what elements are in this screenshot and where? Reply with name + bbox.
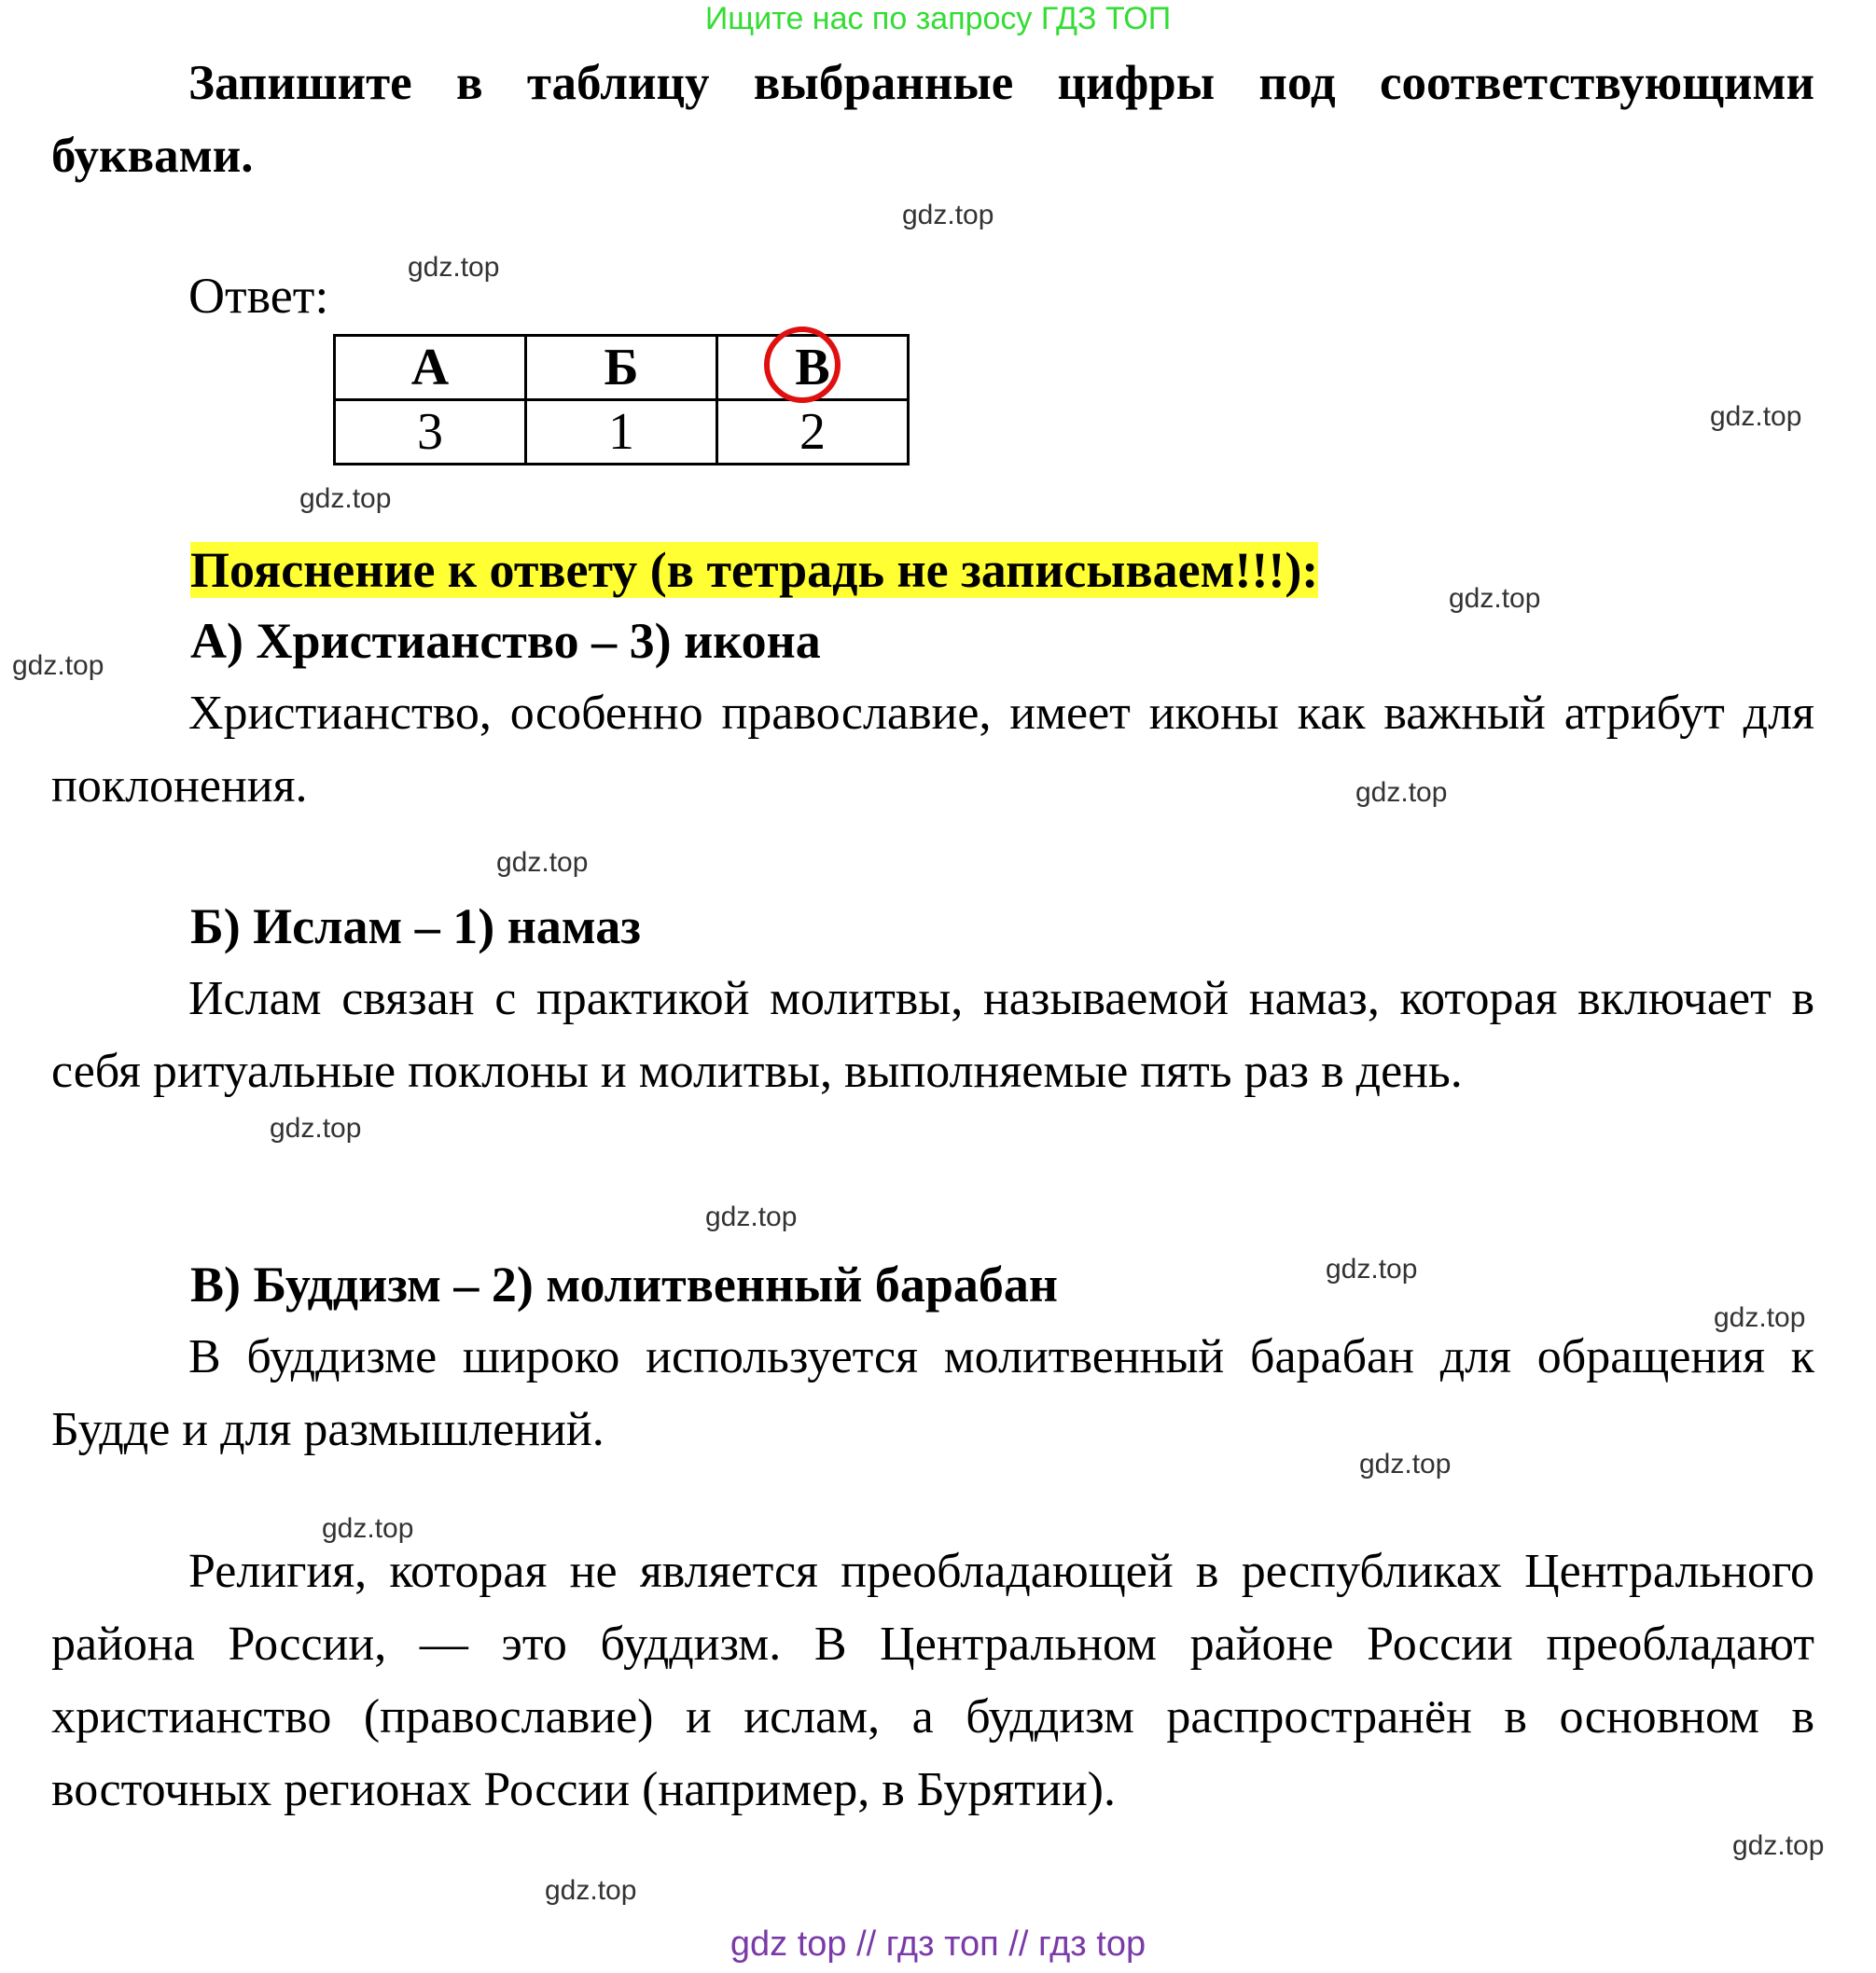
watermark: gdz.top (1732, 1830, 1825, 1861)
watermark: gdz.top (1710, 401, 1802, 432)
watermark: gdz.top (12, 650, 104, 681)
watermark: gdz.top (270, 1113, 362, 1144)
watermark: gdz.top (705, 1202, 798, 1232)
watermark: gdz.top (1355, 777, 1448, 808)
watermark: gdz.top (496, 847, 589, 878)
table-value-a: 3 (335, 400, 526, 465)
table-value-b: 1 (526, 400, 717, 465)
watermark: gdz.top (1326, 1254, 1418, 1285)
watermark: gdz.top (1714, 1302, 1806, 1333)
footer-links: gdz top // гдз топ // гдз top (730, 1924, 1146, 1964)
watermark: gdz.top (299, 483, 392, 514)
task-instruction: Запишите в таблицу выбранные цифры под соответствующими буквами. (51, 56, 1814, 183)
answer-label: Ответ: (188, 268, 329, 324)
watermark: gdz.top (408, 252, 500, 283)
section-text-b: Ислам связан с практикой молитвы, называемой намаз, которая включает в себя ритуальные поклоны и молитвы, выполняемые пять раз в день. (51, 972, 1814, 1098)
section-text-v: В буддизме широко используется молитвенный барабан для обращения к Будде и для размышлений. (51, 1330, 1814, 1456)
table-value-v: 2 (717, 400, 909, 465)
watermark: gdz.top (1449, 583, 1541, 614)
section-heading-a: А) Христианство – 3) икона (190, 613, 821, 669)
table-header-a: А (335, 336, 526, 400)
watermark: gdz.top (1359, 1449, 1452, 1480)
watermark: gdz.top (322, 1513, 414, 1544)
watermark: gdz.top (545, 1875, 637, 1906)
section-heading-v: В) Буддизм – 2) молитвенный барабан (190, 1257, 1058, 1313)
section-text-a: Христианство, особенно православие, имеет иконы как важный атрибут для поклонения. (51, 687, 1814, 813)
search-banner: Ищите нас по запросу ГДЗ ТОП (704, 1, 1172, 36)
red-circle-mark (764, 327, 841, 403)
watermark: gdz.top (902, 200, 994, 230)
conclusion-text: Религия, которая не является преобладающей в республиках Центрального района России, — это буддизм. В Центральном районе России преобладают христианство (православие) и ислам, а буддизм распространён в основном в восточных регионах России (например, в Бурятии). (51, 1545, 1814, 1816)
explanation-heading-text: Пояснение к ответу (в тетрадь не записываем!!!): (190, 542, 1319, 598)
table-header-b: Б (526, 336, 717, 400)
explanation-heading (190, 534, 1318, 606)
table-header-v: В (717, 336, 909, 400)
section-heading-b: Б) Ислам – 1) намаз (190, 898, 641, 954)
